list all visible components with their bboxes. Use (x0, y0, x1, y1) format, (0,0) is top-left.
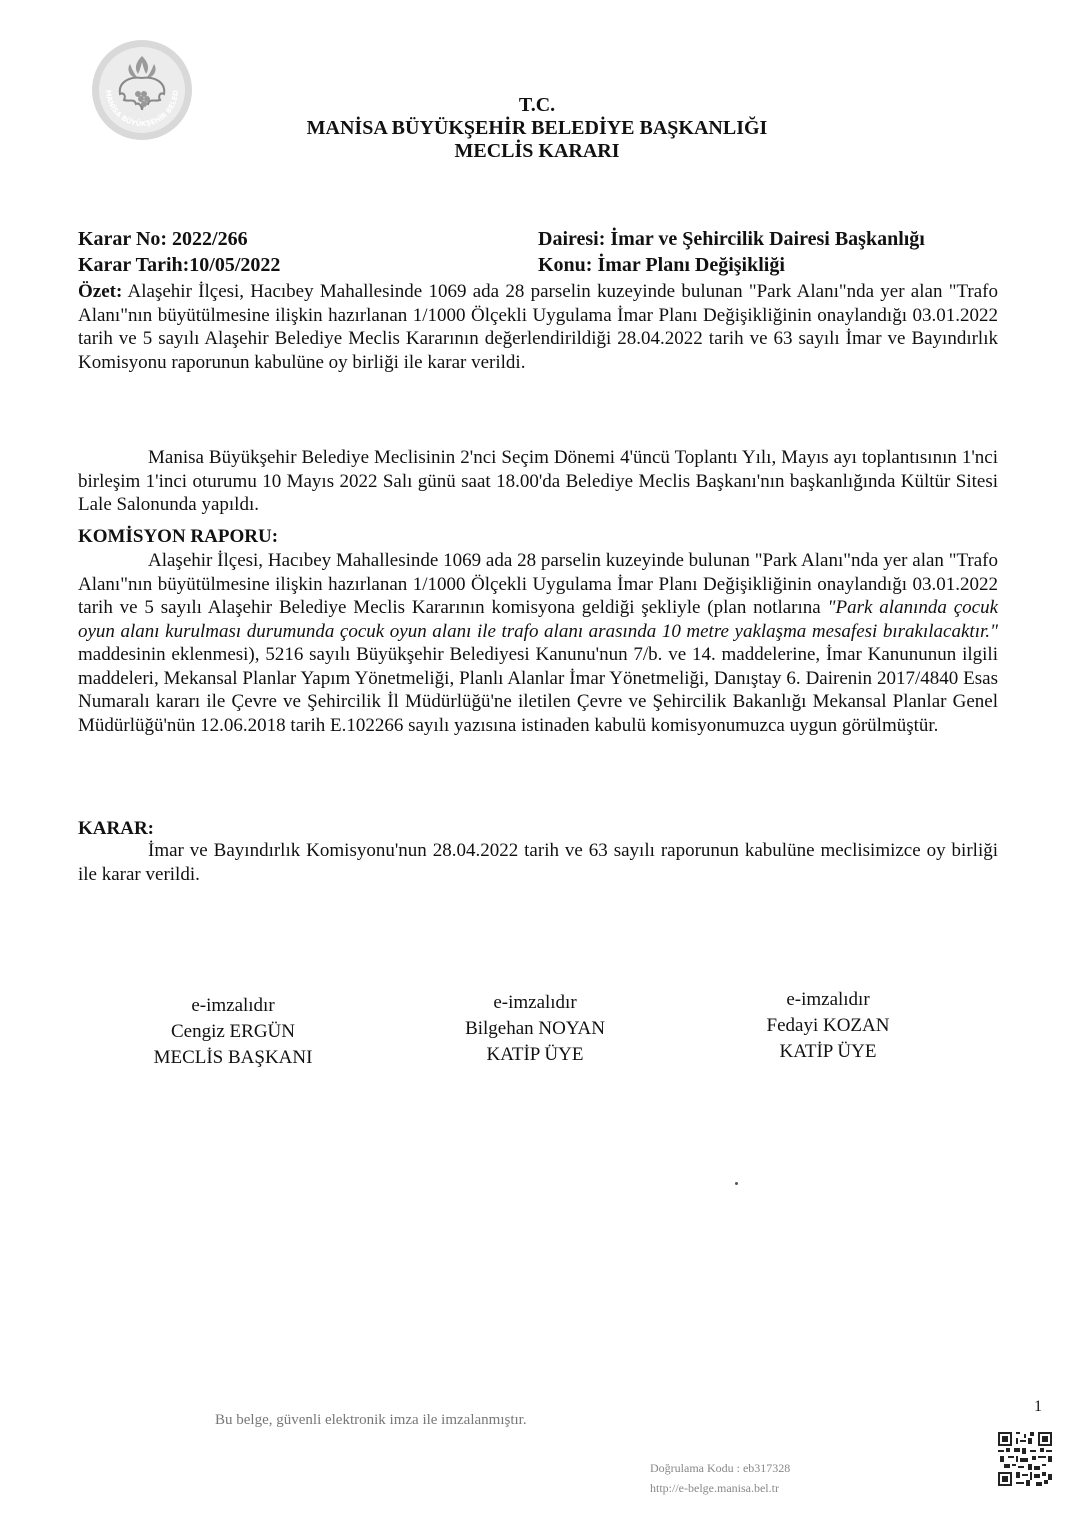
decision-number: Karar No: 2022/266 (78, 228, 248, 250)
signature-status: e-imzalıdır (493, 992, 577, 1013)
signatory-name: Fedayi KOZAN (766, 1015, 890, 1036)
signature-block (113, 993, 353, 1071)
signatory-title: KATİP ÜYE (486, 1044, 584, 1065)
page-number: 1 (1034, 1398, 1042, 1415)
signatory-name: Cengiz ERGÜN (170, 1021, 295, 1042)
e-signature-note: Bu belge, güvenli elektronik imza ile imzalanmıştır. (215, 1412, 527, 1428)
signatory-title: KATİP ÜYE (779, 1041, 877, 1062)
commission-report-title: KOMİSYON RAPORU: (78, 526, 279, 547)
signature-status: e-imzalıdır (786, 989, 870, 1010)
session-intro: Manisa Büyükşehir Belediye Meclisinin 2'nci Seçim Dönemi 4'üncü Toplantı Yılı, Mayıs ayı toplantısının 1'nci birleşim 1'inci oturumu 10 Mayıs 2022 Salı günü saat 18.00'da Belediye Meclis Başkanı'nın başkanlığında Kültür Sitesi Lale Salonunda yapıldı. (78, 447, 998, 515)
decision-text: İmar ve Bayındırlık Komisyonu'nun 28.04.2022 tarih ve 63 sayılı raporunun kabulüne meclisimizce oy birliği ile karar verildi. (78, 840, 998, 885)
commission-report-text (78, 549, 998, 737)
decision-date: Karar Tarih:10/05/2022 (78, 254, 281, 276)
signatory-title: MECLİS BAŞKANI (153, 1047, 313, 1068)
header-doc-type: MECLİS KARARI (454, 140, 620, 162)
summary-label: Özet: (78, 281, 123, 302)
verification-url[interactable]: http://e-belge.manisa.bel.tr (650, 1481, 779, 1495)
summary-paragraph (78, 280, 998, 374)
subject: Konu: İmar Planı Değişikliği (538, 254, 785, 276)
signatory-name: Bilgehan NOYAN (465, 1018, 605, 1039)
commission-text-quote: "Park alanında çocuk oyun alanı kurulması durumunda çocuk oyun alanı ile trafo alanı arasında 10 metre yaklaşma mesafesi bırakılacaktır." (78, 597, 998, 642)
verification-code: Doğrulama Kodu : eb317328 (650, 1461, 791, 1475)
summary-text: Alaşehir İlçesi, Hacıbey Mahallesinde 1069 ada 28 parselin kuzeyinde bulunan "Park Alanı"nda yer alan "Trafo Alanı"nın büyütülmesine ilişkin hazırlanan 1/1000 Ölçekli Uygulama İmar Planı Değişikliğinin onaylandığı 03.01.2022 tarih ve 5 sayılı Alaşehir Belediye Meclis Kararının değerlendirildiği 28.04.2022 tarih ve 63 sayılı İmar ve Bayındırlık Komisyonu raporunun kabulüne oy birliği ile karar verildi. (78, 281, 998, 373)
commission-text-part2: maddesinin eklenmesi), 5216 sayılı Büyükşehir Belediyesi Kanunu'nun 7/b. ve 14. maddelerine, İmar Kanununun ilgili maddeleri, Mekansal Planlar Yapım Yönetmeliği, Planlı Alanlar İmar Yönetmeliği, Danıştay 6. Dairenin 2017/4840 Esas Numaralı kararı ile Çevre ve Şehircilik İl Müdürlüğü'ne iletilen Çevre ve Şehircilik Bakanlığı Mekansal Planlar Genel Müdürlüğü'nün 12.06.2018 tarih E.102266 sayılı yazısına istinaden kabulü komisyonumuzca uygun görülmüştür. (78, 644, 998, 736)
signature-block (708, 987, 948, 1065)
svg-text:MANİSA BÜYÜKŞEHİR BELEDİYESİ: MANİSA BÜYÜKŞEHİR BELED (103, 89, 181, 129)
signature-block (415, 990, 655, 1068)
commission-text-part1: Alaşehir İlçesi, Hacıbey Mahallesinde 1069 ada 28 parselin kuzeyinde bulunan "Park Alanı"nda yer alan "Trafo Alanı"nın büyütülmesine ilişkin hazırlanan 1/1000 Ölçekli Uygulama İmar Planı Değişikliğinin onaylandığı 03.01.2022 tarih ve 5 sayılı Alaşehir Belediye Meclis Kararının komisyona geldiği şekliyle (plan notlarına (78, 550, 998, 618)
qr-code-icon (998, 1432, 1052, 1486)
department: Dairesi: İmar ve Şehircilik Dairesi Başkanlığı (538, 228, 925, 250)
decision-title: KARAR: (78, 818, 154, 839)
signature-status: e-imzalıdır (191, 995, 275, 1016)
header-institution: MANİSA BÜYÜKŞEHİR BELEDİYE BAŞKANLIĞI (306, 117, 768, 139)
header-tc: T.C. (518, 94, 556, 116)
stray-dot (735, 1182, 738, 1185)
